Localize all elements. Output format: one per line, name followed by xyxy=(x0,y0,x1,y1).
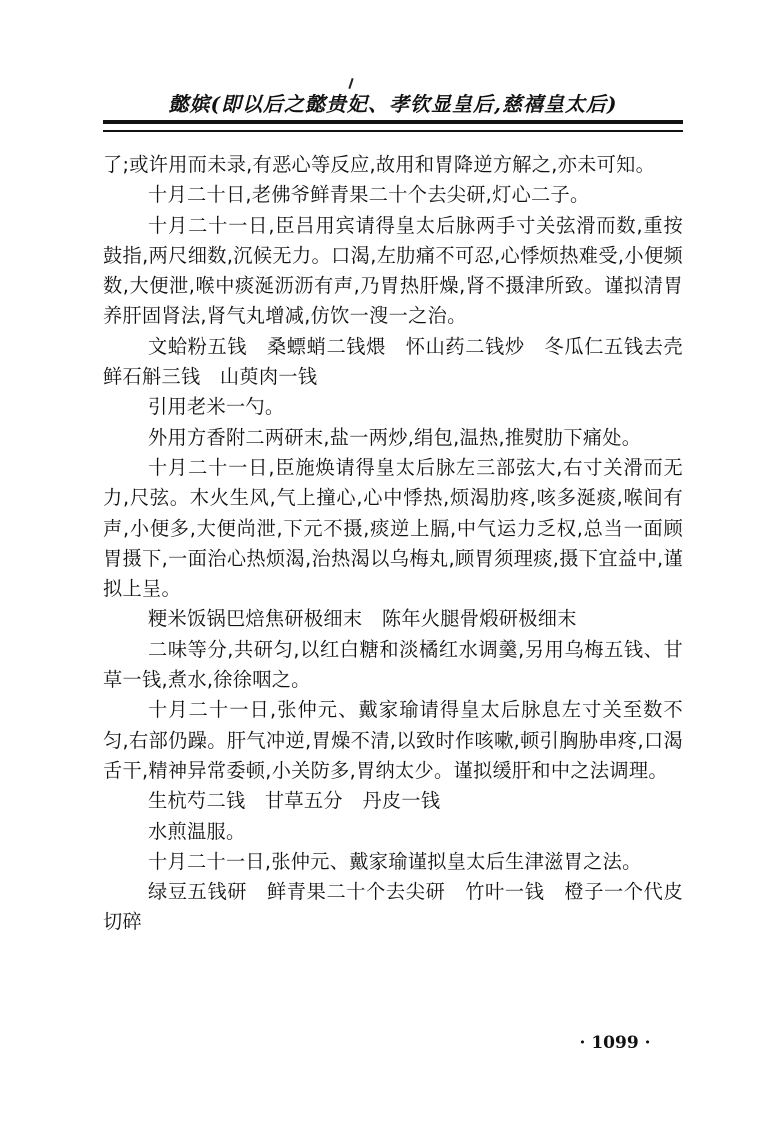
body-text xyxy=(103,150,703,938)
paragraph: 外用方香附二两研末,盐一两炒,绢包,温热,推熨肋下痛处。 xyxy=(148,425,642,449)
paragraph: 十月二十日,老佛爷鲜青果二十个去尖研,灯心二子。 xyxy=(148,183,590,207)
running-head: 懿嫔(即以后之懿贵妃、孝钦显皇后,慈禧皇太后) xyxy=(168,92,618,116)
prescription: 文蛤粉五钱 桑螵蛸二钱煨 怀山药二钱炒 冬瓜仁五钱去壳 鲜石斛三钱 山萸肉一钱 xyxy=(103,334,703,389)
paragraph: 二味等分,共研匀,以红白糖和淡橘红水调羹,另用乌梅五钱、甘草一钱,煮水,徐徐咽之。 xyxy=(103,637,683,692)
paragraph: 水煎温服。 xyxy=(148,819,246,843)
scan-artifact xyxy=(348,78,353,89)
paragraph: 了;或许用而未录,有恶心等反应,故用和胃降逆方解之,亦未可知。 xyxy=(103,153,656,176)
prescription: 生杭芍二钱 甘草五分 丹皮一钱 xyxy=(148,789,441,813)
header-rule-thick xyxy=(103,120,683,124)
prescription: 绿豆五钱研 鲜青果二十个去尖研 竹叶一钱 橙子一个代皮切碎 xyxy=(103,880,683,934)
paragraph: 十月二十一日,张仲元、戴家瑜谨拟皇太后生津滋胃之法。 xyxy=(148,849,642,873)
page-number: · 1099 · xyxy=(579,1033,651,1053)
paragraph: 十月二十一日,臣施焕请得皇太后脉左三部弦大,右寸关滑而无力,尺弦。木火生风,气上撞心,心中悸热,烦渴肋疼,咳多涎痰,喉间有声,小便多,大便尚泄,下元不摄,痰逆上膈,中气运力乏权,总当一面顾胃摄下,一面治心热烦渴,治热渴以乌梅丸,顾胃须理痰,摄下宜益中,谨拟上呈。 xyxy=(103,455,683,601)
paragraph: 十月二十一日,臣吕用宾请得皇太后脉两手寸关弦滑而数,重按鼓指,两尺细数,沉候无力。口渴,左肋痛不可忍,心悸烦热难受,小便频数,大便泄,喉中痰涎沥沥有声,乃胃热肝燥,肾不摄津所致。谨拟清胃养肝固肾法,肾气丸增减,仿饮一溲一之治。 xyxy=(103,213,683,328)
paragraph: 十月二十一日,张仲元、戴家瑜请得皇太后脉息左寸关至数不匀,右部仍躁。肝气冲逆,胃燥不清,以致时作咳嗽,顿引胸胁串疼,口渴舌干,精神异常委顿,小关防多,胃纳太少。谨拟缓肝和中之法调理。 xyxy=(103,698,683,782)
prescription: 粳米饭锅巴焙焦研极细末 陈年火腿骨煅研极细末 xyxy=(148,607,577,631)
header-rule-thin xyxy=(103,130,683,132)
paragraph: 引用老米一勺。 xyxy=(148,395,285,419)
